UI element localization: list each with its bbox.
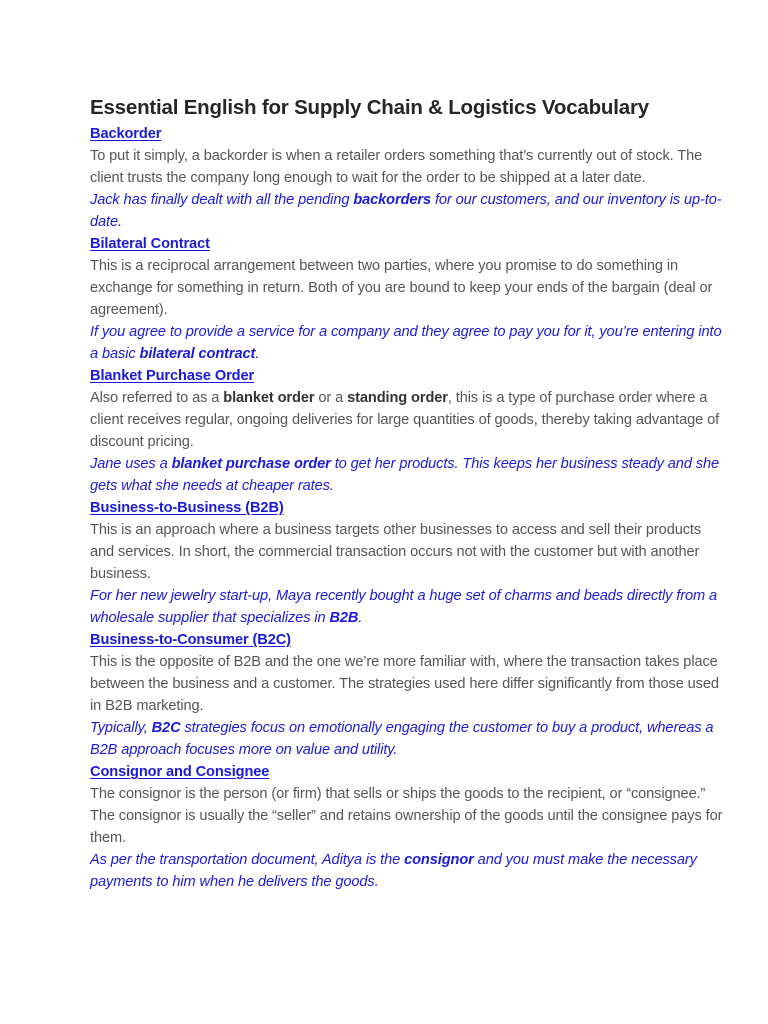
example-keyword: backorders	[353, 192, 431, 208]
example-text: Jane uses a	[90, 456, 172, 472]
vocab-entry-b2b	[90, 497, 728, 629]
definition-text: , this is a type of purchase order where a client receives regular, ongoing deliveries for large quantities of goods, thereby taking advantage of discount pricing.	[90, 390, 720, 450]
vocab-entry-b2c	[90, 629, 728, 761]
example-text: Jack has finally dealt with all the pending	[90, 192, 354, 208]
term-heading: Bilateral Contract	[90, 236, 210, 252]
term-example	[90, 453, 728, 497]
definition-text: The consignor is the person (or firm) that sells or ships the goods to the recipient, or “consignee.” The consignor is usually the “seller” and retains ownership of the goods until the consignee pays for them.	[90, 786, 723, 846]
example-keyword: B2B	[329, 610, 359, 626]
example-text: and you must make the necessary payments to him when he delivers the goods.	[90, 852, 697, 890]
vocab-entry-blanket-purchase-order	[90, 365, 728, 497]
example-text: strategies focus on emotionally engaging the customer to buy a product, whereas a B2B approach focuses more on value and utility.	[90, 720, 714, 758]
example-text: As per the transportation document, Aditya is the	[90, 852, 405, 868]
definition-keyword: blanket order	[223, 390, 315, 406]
term-definition	[90, 387, 728, 453]
vocab-entry-backorder	[90, 123, 728, 233]
example-text: .	[255, 346, 260, 362]
example-text: Typically,	[90, 720, 152, 736]
term-definition	[90, 783, 728, 849]
example-text: For her new jewelry start-up, Maya recently bought a huge set of charms and beads directly from a wholesale supplier that specializes in	[90, 588, 718, 626]
term-example	[90, 585, 728, 629]
example-keyword: bilateral contract	[139, 346, 256, 362]
example-text: .	[358, 610, 363, 626]
term-example	[90, 321, 728, 365]
term-heading: Business-to-Consumer (B2C)	[90, 632, 291, 648]
term-definition	[90, 145, 728, 189]
term-definition	[90, 519, 728, 585]
term-heading: Consignor and Consignee	[90, 764, 270, 780]
definition-text: This is the opposite of B2B and the one we’re more familiar with, where the transaction takes place between the business and a customer. The strategies used here differ significantly from those used in B2B marketing.	[90, 654, 719, 714]
example-keyword: B2C	[151, 720, 181, 736]
term-definition	[90, 651, 728, 717]
example-text: for our customers, and our inventory is up-to-date.	[90, 192, 722, 230]
example-text: to get her products. This keeps her business steady and she gets what she needs at cheaper rates.	[90, 456, 720, 494]
term-heading: Blanket Purchase Order	[90, 368, 255, 384]
definition-text: This is a reciprocal arrangement between two parties, where you promise to do something in exchange for something in return. Both of you are bound to keep your ends of the bargain (deal or agreement).	[90, 258, 713, 318]
term-heading: Business-to-Business (B2B)	[90, 500, 284, 516]
term-example	[90, 189, 728, 233]
term-example	[90, 849, 728, 893]
definition-text: To put it simply, a backorder is when a retailer orders something that’s currently out of stock. The client trusts the company long enough to wait for the order to be shipped at a later date.	[90, 148, 703, 186]
vocab-entry-consignor-consignee	[90, 761, 728, 893]
example-keyword: consignor	[404, 852, 474, 868]
document-title: Essential English for Supply Chain & Logistics Vocabulary	[90, 96, 649, 119]
example-keyword: blanket purchase order	[171, 456, 331, 472]
example-text: If you agree to provide a service for a company and they agree to pay you for it, you’re entering into a basic	[90, 324, 722, 362]
definition-text: This is an approach where a business targets other businesses to access and sell their products and services. In short, the commercial transaction occurs not with the customer but with another business.	[90, 522, 702, 582]
term-definition	[90, 255, 728, 321]
term-example	[90, 717, 728, 761]
definition-keyword: standing order	[347, 390, 448, 406]
definition-text: or a	[314, 390, 348, 406]
vocab-entry-bilateral-contract	[90, 233, 728, 365]
term-heading: Backorder	[90, 126, 162, 142]
definition-text: Also referred to as a	[90, 390, 224, 406]
